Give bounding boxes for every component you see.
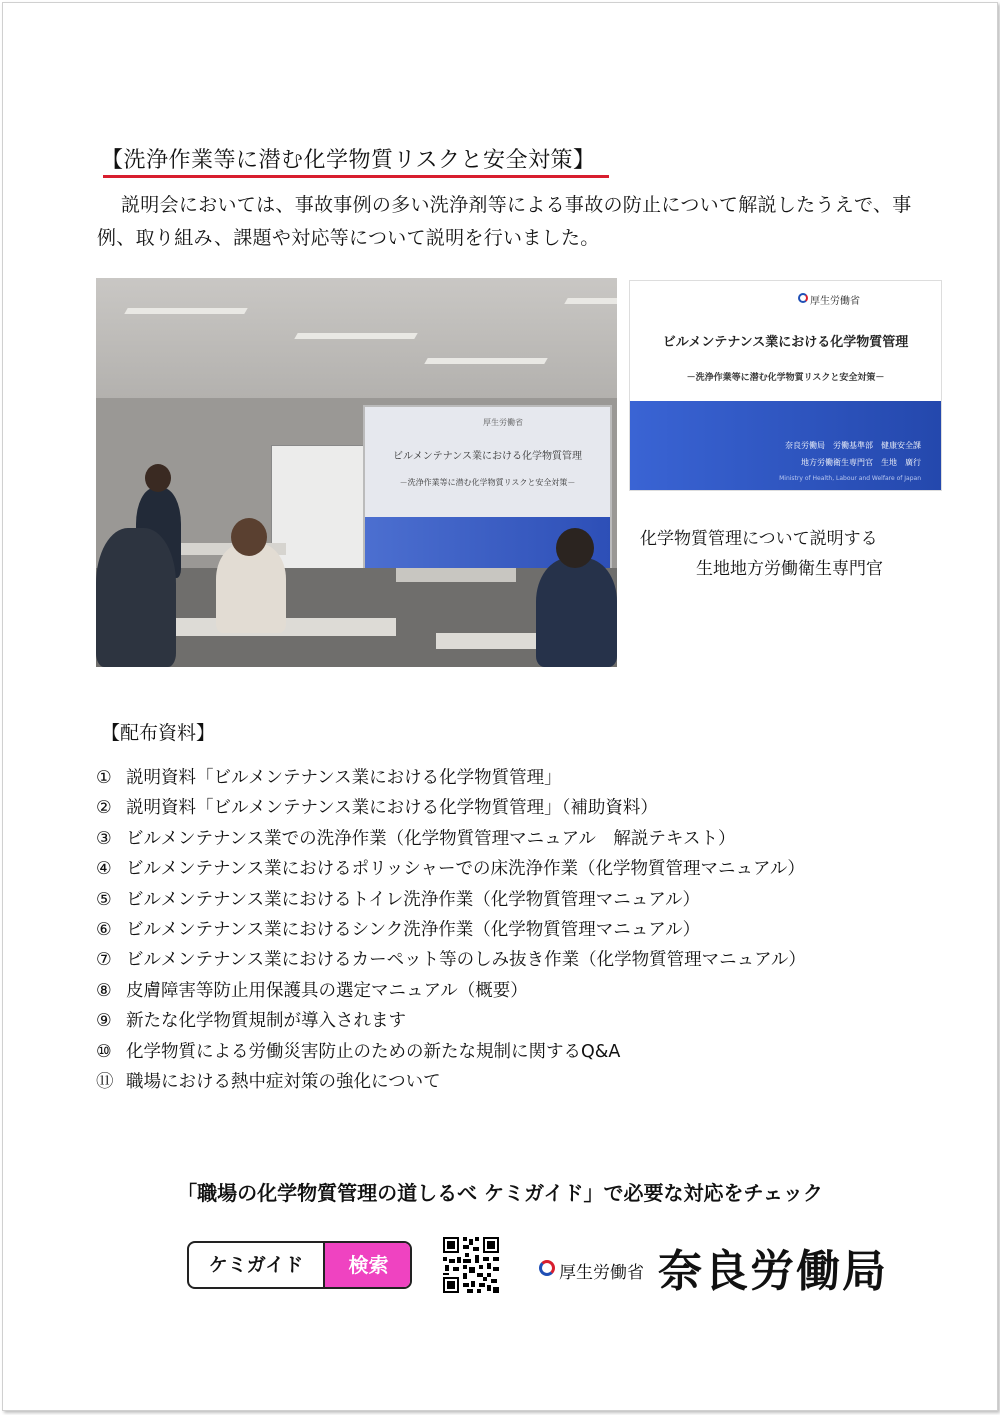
photo-attendee (96, 528, 176, 667)
item-number: ⑧ (96, 980, 112, 1001)
photo-ceiling-light (294, 333, 417, 339)
section-title: 【洗浄作業等に潜む化学物質リスクと安全対策】 (101, 148, 596, 173)
photo-attendee-head (556, 528, 594, 568)
list-item (96, 915, 806, 945)
item-number: ⑪ (96, 1071, 114, 1092)
mhlw-logo-icon (798, 293, 808, 303)
search-button[interactable]: 検索 (323, 1243, 412, 1287)
item-number: ⑨ (96, 1011, 112, 1032)
item-number: ② (96, 798, 112, 819)
slide-title: ビルメンテナンス業における化学物質管理 (662, 335, 909, 350)
item-number: ⑦ (96, 950, 112, 971)
list-item (96, 824, 806, 854)
list-item (96, 885, 806, 915)
item-number: ③ (96, 828, 112, 849)
seminar-photo (96, 278, 617, 667)
photo-caption-line1: 化学物質管理について説明する (640, 529, 878, 549)
photo-attendee-head (231, 518, 267, 556)
title-underline (103, 175, 609, 178)
photo-presenter-head (145, 464, 171, 492)
item-text: 皮膚障害等防止用保護具の選定マニュアル（概要） (126, 980, 528, 1001)
item-text: ビルメンテナンス業におけるポリッシャーでの床洗浄作業（化学物質管理マニュアル） (126, 859, 805, 880)
list-item (96, 793, 806, 823)
distribution-title: 【配布資料】 (101, 722, 216, 744)
photo-screen-title: ビルメンテナンス業における化学物質管理 (393, 451, 582, 462)
list-item (96, 854, 806, 884)
bureau-name: 奈良労働局 (658, 1246, 888, 1297)
list-item (96, 976, 806, 1006)
title-slide (629, 280, 942, 491)
list-item (96, 1006, 806, 1036)
footer-tagline: 「職場の化学物質管理の道しるべ ケミガイド」で必要な対応をチェック (177, 1181, 823, 1205)
item-text: 化学物質による労働災害防止のための新たな規制に関するQ&A (126, 1041, 621, 1062)
mhlw-logo-icon (539, 1260, 555, 1276)
item-text: 職場における熱中症対策の強化について (126, 1071, 441, 1092)
search-word: ケミガイド (208, 1254, 304, 1276)
photo-screen-logo: 厚生労働省 (483, 418, 523, 427)
distribution-list (96, 763, 806, 1097)
intro-paragraph: 説明会においては、事故事例の多い洗浄剤等による事故の防止について解説したうえで、事例、取り組み、課題や対応等について説明を行いました。 (97, 194, 912, 249)
item-text: ビルメンテナンス業での洗浄作業（化学物質管理マニュアル 解説テキスト） (126, 828, 736, 849)
photo-projector (396, 568, 516, 582)
slide-subtitle: －洗浄作業等に潜む化学物質リスクと安全対策－ (686, 373, 885, 383)
ministry-name: 厚生労働省 (559, 1263, 644, 1283)
document-page (2, 2, 998, 1411)
slide-presenter-dept: 奈良労働局 労働基準部 健康安全課 (785, 441, 921, 450)
slide-logo-text: 厚生労働省 (810, 296, 860, 307)
photo-caption-line2: 生地地方労働衛生専門官 (696, 559, 883, 579)
item-number: ④ (96, 859, 112, 880)
photo-ceiling-light (124, 308, 247, 314)
item-number: ① (96, 768, 112, 788)
item-number: ⑤ (96, 889, 112, 910)
item-text: ビルメンテナンス業におけるシンク洗浄作業（化学物質管理マニュアル） (126, 919, 701, 940)
item-text: 説明資料「ビルメンテナンス業における化学物質管理」（補助資料） (126, 798, 658, 819)
photo-attendee (536, 558, 617, 667)
item-text: 説明資料「ビルメンテナンス業における化学物質管理」 (126, 768, 562, 788)
slide-ministry-en: Ministry of Health, Labour and Welfare of Japan (779, 475, 921, 482)
chemiguide-search-box[interactable] (187, 1241, 412, 1289)
item-number: ⑩ (96, 1041, 112, 1062)
item-text: ビルメンテナンス業におけるカーペット等のしみ抜き作業（化学物質管理マニュアル） (126, 950, 806, 971)
list-item (96, 1037, 806, 1067)
list-item (96, 945, 806, 975)
photo-ceiling-light (564, 298, 617, 304)
photo-screen-subtitle: －洗浄作業等に潜む化学物質リスクと安全対策－ (399, 478, 576, 487)
item-text: 新たな化学物質規制が導入されます (126, 1011, 406, 1032)
item-text: ビルメンテナンス業におけるトイレ洗浄作業（化学物質管理マニュアル） (126, 889, 700, 910)
list-item (96, 1067, 806, 1097)
photo-attendee (216, 543, 286, 633)
slide-presenter-name: 地方労働衛生専門官 生地 廣行 (801, 458, 921, 467)
qr-code-icon[interactable] (443, 1237, 499, 1293)
item-number: ⑥ (96, 919, 112, 940)
photo-ceiling-light (424, 358, 547, 364)
list-item (96, 763, 806, 793)
